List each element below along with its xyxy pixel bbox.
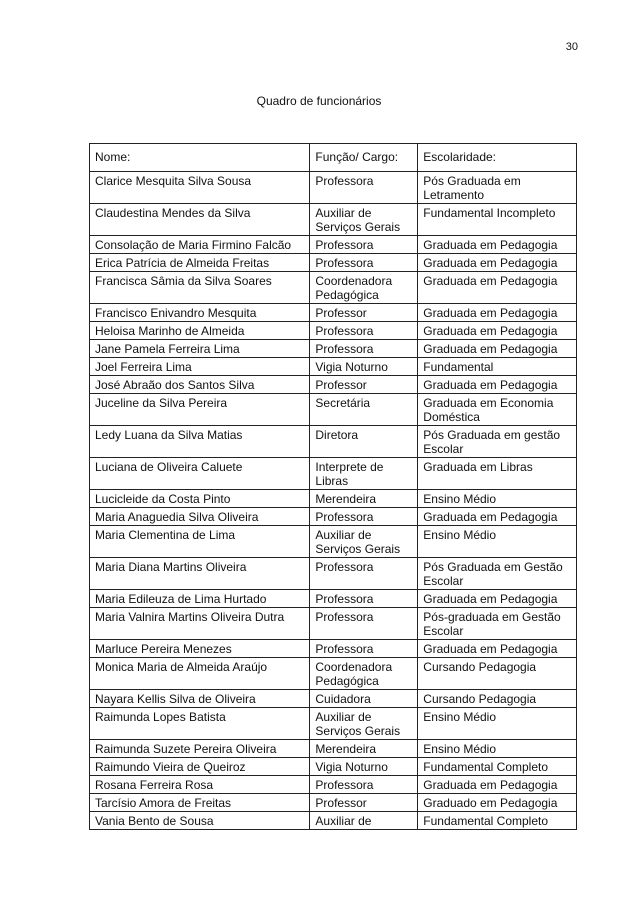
cell-role: Coordenadora Pedagógica	[310, 658, 418, 690]
table-row	[90, 272, 577, 304]
cell-role: Professora	[310, 172, 418, 204]
table-row	[90, 590, 577, 608]
table-row	[90, 658, 577, 690]
table-row	[90, 490, 577, 508]
table-row	[90, 776, 577, 794]
header-role: Função/ Cargo:	[310, 144, 418, 172]
cell-name: Ledy Luana da Silva Matias	[90, 426, 310, 458]
cell-role: Professora	[310, 590, 418, 608]
cell-education: Pós Graduada em Gestão Escolar	[418, 558, 577, 590]
cell-role: Auxiliar de Serviços Gerais	[310, 526, 418, 558]
cell-name: Marluce Pereira Menezes	[90, 640, 310, 658]
cell-education: Graduada em Pedagogia	[418, 508, 577, 526]
cell-education: Graduada em Pedagogia	[418, 272, 577, 304]
cell-role: Professora	[310, 254, 418, 272]
table-row	[90, 172, 577, 204]
cell-name: Raimunda Lopes Batista	[90, 708, 310, 740]
table-row	[90, 394, 577, 426]
cell-role: Professora	[310, 236, 418, 254]
cell-education: Graduada em Pedagogia	[418, 590, 577, 608]
table-row	[90, 254, 577, 272]
cell-name: Clarice Mesquita Silva Sousa	[90, 172, 310, 204]
cell-name: Maria Edileuza de Lima Hurtado	[90, 590, 310, 608]
cell-role: Auxiliar de Serviços Gerais	[310, 204, 418, 236]
table-body	[90, 172, 577, 830]
cell-name: Raimundo Vieira de Queiroz	[90, 758, 310, 776]
page-number: 30	[565, 41, 578, 53]
cell-role: Auxiliar de Serviços Gerais	[310, 708, 418, 740]
table-row	[90, 508, 577, 526]
cell-name: Lucicleide da Costa Pinto	[90, 490, 310, 508]
cell-role: Vigia Noturno	[310, 758, 418, 776]
cell-role: Professora	[310, 558, 418, 590]
cell-role: Merendeira	[310, 740, 418, 758]
table-row	[90, 376, 577, 394]
cell-role: Interprete de Libras	[310, 458, 418, 490]
cell-education: Pós Graduada em gestão Escolar	[418, 426, 577, 458]
cell-role: Secretária	[310, 394, 418, 426]
header-education: Escolaridade:	[418, 144, 577, 172]
cell-education: Fundamental Completo	[418, 812, 577, 830]
cell-role: Cuidadora	[310, 690, 418, 708]
cell-education: Fundamental Completo	[418, 758, 577, 776]
cell-role: Diretora	[310, 426, 418, 458]
table-row	[90, 340, 577, 358]
cell-role: Merendeira	[310, 490, 418, 508]
cell-name: José Abraão dos Santos Silva	[90, 376, 310, 394]
cell-education: Cursando Pedagogia	[418, 658, 577, 690]
table-row	[90, 812, 577, 830]
cell-education: Fundamental	[418, 358, 577, 376]
cell-name: Maria Diana Martins Oliveira	[90, 558, 310, 590]
cell-role: Professora	[310, 508, 418, 526]
table-row	[90, 204, 577, 236]
table-row	[90, 304, 577, 322]
cell-role: Professora	[310, 776, 418, 794]
cell-education: Graduada em Economia Doméstica	[418, 394, 577, 426]
cell-education: Graduada em Pedagogia	[418, 254, 577, 272]
cell-education: Graduada em Pedagogia	[418, 340, 577, 358]
cell-education: Cursando Pedagogia	[418, 690, 577, 708]
cell-education: Graduada em Pedagogia	[418, 304, 577, 322]
cell-name: Maria Anaguedia Silva Oliveira	[90, 508, 310, 526]
cell-education: Graduada em Pedagogia	[418, 236, 577, 254]
cell-education: Graduada em Pedagogia	[418, 322, 577, 340]
cell-role: Professora	[310, 340, 418, 358]
cell-name: Monica Maria de Almeida Araújo	[90, 658, 310, 690]
cell-role: Professor	[310, 304, 418, 322]
cell-education: Ensino Médio	[418, 490, 577, 508]
cell-education: Fundamental Incompleto	[418, 204, 577, 236]
cell-name: Consolação de Maria Firmino Falcão	[90, 236, 310, 254]
cell-role: Vigia Noturno	[310, 358, 418, 376]
header-row	[90, 144, 577, 172]
table-row	[90, 458, 577, 490]
cell-role: Professora	[310, 322, 418, 340]
table-header	[90, 144, 577, 172]
staff-table	[89, 143, 577, 830]
cell-name: Francisco Enivandro Mesquita	[90, 304, 310, 322]
table-row	[90, 608, 577, 640]
page-title: Quadro de funcionários	[256, 94, 382, 108]
table-row	[90, 558, 577, 590]
table-row	[90, 426, 577, 458]
cell-name: Joel Ferreira Lima	[90, 358, 310, 376]
cell-role: Professora	[310, 640, 418, 658]
cell-education: Pós Graduada em Letramento	[418, 172, 577, 204]
table-row	[90, 708, 577, 740]
cell-name: Maria Valnira Martins Oliveira Dutra	[90, 608, 310, 640]
table-row	[90, 640, 577, 658]
cell-education: Pós-graduada em Gestão Escolar	[418, 608, 577, 640]
cell-name: Jane Pamela Ferreira Lima	[90, 340, 310, 358]
cell-name: Raimunda Suzete Pereira Oliveira	[90, 740, 310, 758]
cell-name: Francisca Sâmia da Silva Soares	[90, 272, 310, 304]
cell-name: Tarcísio Amora de Freitas	[90, 794, 310, 812]
table-row	[90, 794, 577, 812]
cell-name: Juceline da Silva Pereira	[90, 394, 310, 426]
header-name: Nome:	[90, 144, 310, 172]
cell-name: Erica Patrícia de Almeida Freitas	[90, 254, 310, 272]
cell-name: Heloisa Marinho de Almeida	[90, 322, 310, 340]
table-row	[90, 526, 577, 558]
cell-name: Nayara Kellis Silva de Oliveira	[90, 690, 310, 708]
cell-name: Luciana de Oliveira Caluete	[90, 458, 310, 490]
table-row	[90, 758, 577, 776]
cell-education: Ensino Médio	[418, 740, 577, 758]
table-row	[90, 740, 577, 758]
cell-education: Graduada em Pedagogia	[418, 640, 577, 658]
cell-education: Graduado em Pedagogia	[418, 794, 577, 812]
table-row	[90, 358, 577, 376]
cell-name: Maria Clementina de Lima	[90, 526, 310, 558]
cell-role: Professora	[310, 608, 418, 640]
cell-name: Rosana Ferreira Rosa	[90, 776, 310, 794]
cell-role: Auxiliar de	[310, 812, 418, 830]
cell-name: Claudestina Mendes da Silva	[90, 204, 310, 236]
cell-name: Vania Bento de Sousa	[90, 812, 310, 830]
cell-role: Coordenadora Pedagógica	[310, 272, 418, 304]
cell-education: Graduada em Pedagogia	[418, 776, 577, 794]
table-row	[90, 236, 577, 254]
cell-role: Professor	[310, 376, 418, 394]
cell-education: Ensino Médio	[418, 708, 577, 740]
cell-role: Professor	[310, 794, 418, 812]
table-row	[90, 690, 577, 708]
cell-education: Ensino Médio	[418, 526, 577, 558]
table-row	[90, 322, 577, 340]
cell-education: Graduada em Libras	[418, 458, 577, 490]
cell-education: Graduada em Pedagogia	[418, 376, 577, 394]
